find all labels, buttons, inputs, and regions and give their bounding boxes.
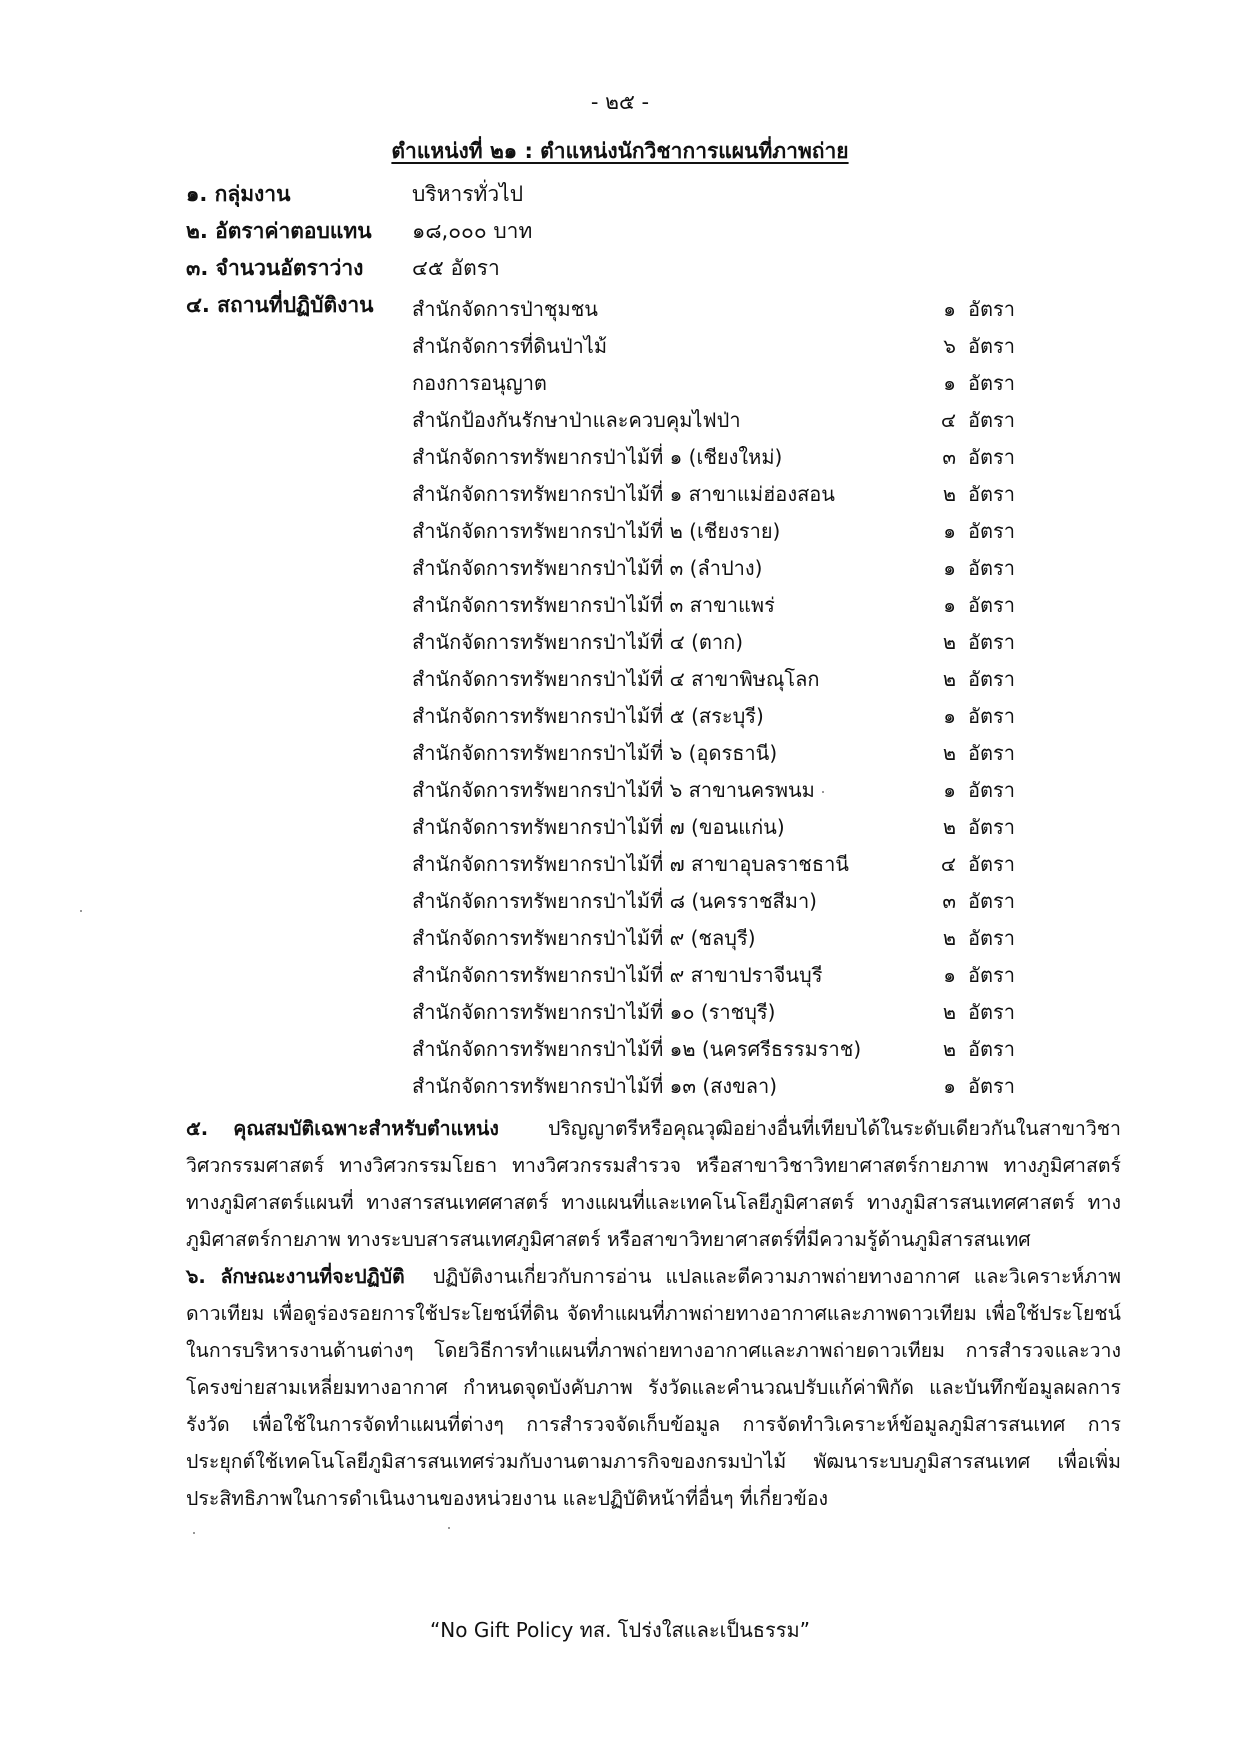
office-row <box>412 772 1052 809</box>
office-count: ๑ <box>943 297 956 321</box>
office-row <box>412 476 1052 513</box>
office-unit: อัตรา <box>968 445 1015 469</box>
office-count: ๑ <box>943 556 956 580</box>
scan-speck <box>80 910 82 912</box>
office-count: ๒ <box>942 815 956 839</box>
office-name: สำนักจัดการทรัพยากรป่าไม้ที่ ๘ (นครราชสีมา) <box>412 889 817 913</box>
office-name: สำนักจัดการทรัพยากรป่าไม้ที่ ๑๐ (ราชบุรี) <box>412 1000 776 1024</box>
office-unit: อัตรา <box>968 889 1015 913</box>
office-unit: อัตรา <box>968 630 1015 654</box>
office-row <box>412 587 1052 624</box>
office-count: ๑ <box>943 963 956 987</box>
office-name: สำนักจัดการทรัพยากรป่าไม้ที่ ๙ สาขาปราจีนบุรี <box>412 963 823 987</box>
office-count: ๒ <box>942 1000 956 1024</box>
office-name: สำนักป้องกันรักษาป่าและควบคุมไฟป่า <box>412 408 741 432</box>
office-name: สำนักจัดการทรัพยากรป่าไม้ที่ ๖ (อุดรธานี) <box>412 741 778 765</box>
office-row <box>412 994 1052 1031</box>
office-name: สำนักจัดการทรัพยากรป่าไม้ที่ ๗ สาขาอุบลราชธานี <box>412 852 849 876</box>
office-row <box>412 846 1052 883</box>
page-number: - ๒๕ - <box>590 90 650 114</box>
field-salary-label: ๒. อัตราค่าตอบแทน <box>186 219 372 243</box>
office-row <box>412 957 1052 994</box>
field-vacancies <box>186 250 1240 286</box>
office-name: สำนักจัดการทรัพยากรป่าไม้ที่ ๕ (สระบุรี) <box>412 704 764 728</box>
office-count: ๑ <box>943 371 956 395</box>
office-row <box>412 513 1052 550</box>
page-title-text: ตำแหน่งที่ ๒๑ : ตำแหน่งนักวิชาการแผนที่ภาพถ่าย <box>391 139 849 163</box>
page-title <box>0 135 1240 168</box>
office-count: ๑ <box>943 1074 956 1098</box>
office-count: ๓ <box>942 445 956 469</box>
office-row <box>412 920 1052 957</box>
office-unit: อัตรา <box>968 556 1015 580</box>
office-unit: อัตรา <box>968 741 1015 765</box>
office-name: สำนักจัดการทรัพยากรป่าไม้ที่ ๑๒ (นครศรีธรรมราช) <box>412 1037 862 1061</box>
office-count: ๑ <box>943 593 956 617</box>
office-name: สำนักจัดการทรัพยากรป่าไม้ที่ ๔ (ตาก) <box>412 630 744 654</box>
office-name: สำนักจัดการทรัพยากรป่าไม้ที่ ๑ สาขาแม่ฮ่องสอน <box>412 482 835 506</box>
office-row <box>412 550 1052 587</box>
qualifications-text: ปริญญาตรีหรือคุณวุฒิอย่างอื่นที่เทียบได้ในระดับเดียวกันในสาขาวิชาวิศวกรรมศาสตร์ ทางวิศวกรรมโยธา ทางวิศวกรรมสำรวจ หรือสาขาวิชาวิทยาศาสตร์กายภาพ ทางภูมิศาสตร์ ทางภูมิศาสตร์แผนที่ ทางสารสนเทศศาสตร์ ทางแผนที่และเทคโนโลยีภูมิศาสตร์ ทางภูมิสารสนเทศศาสตร์ ทางภูมิศาสตร์กายภาพ ทางระบบสารสนเทศภูมิศาสตร์ หรือสาขาวิทยาศาสตร์ที่มีความรู้ด้านภูมิสารสนเทศ <box>186 1117 1121 1251</box>
scan-speck <box>822 791 824 793</box>
office-name: สำนักจัดการทรัพยากรป่าไม้ที่ ๓ (ลำปาง) <box>412 556 763 580</box>
office-row <box>412 365 1052 402</box>
scan-speck <box>448 1527 450 1529</box>
office-unit: อัตรา <box>968 926 1015 950</box>
office-count: ๔ <box>940 852 956 876</box>
office-row <box>412 698 1052 735</box>
field-group <box>186 176 1240 212</box>
office-count: ๓ <box>942 889 956 913</box>
qualifications-section <box>186 1110 1121 1258</box>
office-name: สำนักจัดการทรัพยากรป่าไม้ที่ ๓ สาขาแพร่ <box>412 593 775 617</box>
office-count: ๒ <box>942 667 956 691</box>
office-unit: อัตรา <box>968 1074 1015 1098</box>
duties-section <box>186 1258 1121 1517</box>
office-list <box>412 291 1052 1105</box>
office-unit: อัตรา <box>968 519 1015 543</box>
office-unit: อัตรา <box>968 1000 1015 1024</box>
office-count: ๖ <box>943 334 956 358</box>
office-count: ๑ <box>943 704 956 728</box>
office-row <box>412 809 1052 846</box>
office-row <box>412 1031 1052 1068</box>
field-vacancies-value: ๔๕ อัตรา <box>412 256 500 280</box>
office-count: ๒ <box>942 482 956 506</box>
qualifications-label: ๕. คุณสมบัติเฉพาะสำหรับตำแหน่ง <box>186 1117 499 1140</box>
office-unit: อัตรา <box>968 408 1015 432</box>
office-count: ๒ <box>942 1037 956 1061</box>
footer-slogan: “No Gift Policy ทส. โปร่งใสและเป็นธรรม” <box>429 1618 811 1642</box>
office-count: ๔ <box>940 408 956 432</box>
office-unit: อัตรา <box>968 778 1015 802</box>
office-count: ๑ <box>943 519 956 543</box>
office-unit: อัตรา <box>968 963 1015 987</box>
office-row <box>412 735 1052 772</box>
office-unit: อัตรา <box>968 704 1015 728</box>
office-row <box>412 439 1052 476</box>
field-vacancies-label: ๓. จำนวนอัตราว่าง <box>186 256 364 280</box>
office-row <box>412 661 1052 698</box>
office-unit: อัตรา <box>968 852 1015 876</box>
office-name: สำนักจัดการทรัพยากรป่าไม้ที่ ๑ (เชียงใหม่) <box>412 445 783 469</box>
office-name: กองการอนุญาต <box>412 371 547 395</box>
office-name: สำนักจัดการทรัพยากรป่าไม้ที่ ๙ (ชลบุรี) <box>412 926 756 950</box>
office-row <box>412 328 1052 365</box>
field-group-value: บริหารทั่วไป <box>412 182 524 206</box>
office-unit: อัตรา <box>968 815 1015 839</box>
office-count: ๒ <box>942 741 956 765</box>
office-name: สำนักจัดการทรัพยากรป่าไม้ที่ ๒ (เชียงราย) <box>412 519 781 543</box>
office-name: สำนักจัดการป่าชุมชน <box>412 297 598 321</box>
office-unit: อัตรา <box>968 1037 1015 1061</box>
office-name: สำนักจัดการทรัพยากรป่าไม้ที่ ๖ สาขานครพนม <box>412 778 815 802</box>
office-name: สำนักจัดการที่ดินป่าไม้ <box>412 334 608 358</box>
office-name: สำนักจัดการทรัพยากรป่าไม้ที่ ๔ สาขาพิษณุโลก <box>412 667 820 691</box>
office-unit: อัตรา <box>968 482 1015 506</box>
office-row <box>412 883 1052 920</box>
field-group-label: ๑. กลุ่มงาน <box>186 182 291 206</box>
office-unit: อัตรา <box>968 334 1015 358</box>
office-unit: อัตรา <box>968 593 1015 617</box>
office-count: ๒ <box>942 630 956 654</box>
field-salary <box>186 213 1240 249</box>
office-unit: อัตรา <box>968 371 1015 395</box>
scan-speck <box>193 1532 195 1534</box>
office-unit: อัตรา <box>968 297 1015 321</box>
office-count: ๑ <box>943 778 956 802</box>
office-row <box>412 402 1052 439</box>
office-row <box>412 291 1052 328</box>
office-row <box>412 624 1052 661</box>
duties-label: ๖. ลักษณะงานที่จะปฏิบัติ <box>186 1265 405 1288</box>
field-workplace-label: ๔. สถานที่ปฏิบัติงาน <box>186 293 374 317</box>
field-salary-value: ๑๘,๐๐๐ บาท <box>412 219 533 243</box>
office-count: ๒ <box>942 926 956 950</box>
office-name: สำนักจัดการทรัพยากรป่าไม้ที่ ๗ (ขอนแก่น) <box>412 815 785 839</box>
duties-text: ปฏิบัติงานเกี่ยวกับการอ่าน แปลและตีความภาพถ่ายทางอากาศ และวิเคราะห์ภาพดาวเทียม เพื่อดูร่องรอยการใช้ประโยชน์ที่ดิน จัดทำแผนที่ภาพถ่ายทางอากาศและภาพดาวเทียม เพื่อใช้ประโยชน์ในการบริหารงานด้านต่างๆ โดยวิธีการทำแผนที่ภาพถ่ายทางอากาศและภาพถ่ายดาวเทียม การสำรวจและวางโครงข่ายสามเหลี่ยมทางอากาศ กำหนดจุดบังคับภาพ รังวัดและคำนวณปรับแก้ค่าพิกัด และบันทึกข้อมูลผลการรังวัด เพื่อใช้ในการจัดทำแผนที่ต่างๆ การสำรวจจัดเก็บข้อมูล การจัดทำวิเคราะห์ข้อมูลภูมิสารสนเทศ การประยุกต์ใช้เทคโนโลยีภูมิสารสนเทศร่วมกับงานตามภารกิจของกรมป่าไม้ พัฒนาระบบภูมิสารสนเทศ เพื่อเพิ่มประสิทธิภาพในการดำเนินงานของหน่วยงาน และปฏิบัติหน้าที่อื่นๆ ที่เกี่ยวข้อง <box>186 1265 1121 1510</box>
office-name: สำนักจัดการทรัพยากรป่าไม้ที่ ๑๓ (สงขลา) <box>412 1074 778 1098</box>
office-row <box>412 1068 1052 1105</box>
office-unit: อัตรา <box>968 667 1015 691</box>
